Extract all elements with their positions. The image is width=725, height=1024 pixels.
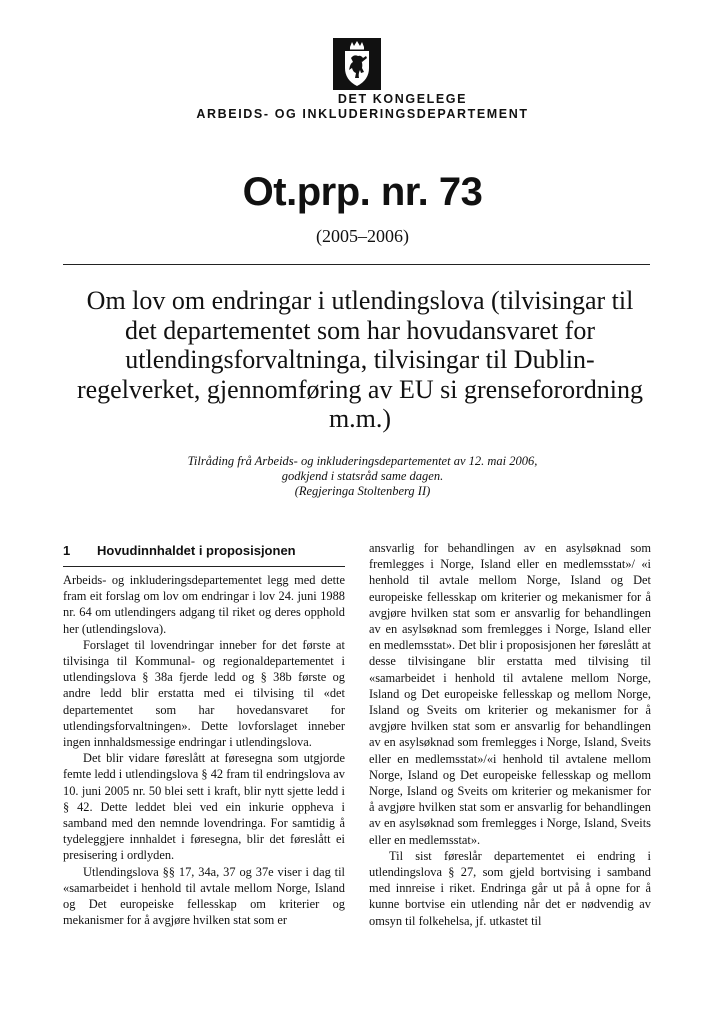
department-line-2: ARBEIDS- OG INKLUDERINGSDEPARTEMENT [196, 107, 529, 121]
paragraph: Arbeids- og inkluderingsdepartementet legg med dette fram eit forslag om lov om endringar i lov 24. juni 1988 nr. 64 om utlendingers adgang til riket og deres opphold her (utlendingslova). [63, 573, 345, 636]
section-title: Hovudinnhaldet i proposisjonen [97, 543, 296, 558]
left-column [63, 572, 345, 928]
document-subject: Om lov om endringar i utlendingslova (tilvisingar til det departementet som har hovudansvaret for utlendingsforvaltninga, tilvisingar til Dublin-regelverket, gjennomføring av EU si grenseforordning m.m.) [76, 286, 644, 433]
department-line-1: DET KONGELEGE [337, 92, 468, 106]
section-divider [63, 566, 345, 567]
tilrading-line-3: (Regjeringa Stoltenberg II) [294, 484, 431, 498]
paragraph: Det blir vidare føreslått at føresegna som utgjorde femte ledd i utlendingslova § 42 fram til endringslova av 10. juni 2005 nr. 50 blei sett i kraft, blir nytt sjette ledd i § 42. Dette leddet blei ved ein inkurie oppheva i samband med den nemnde lovendringa. For samtidig å tydeleggjere innhaldet i føresegna, blir det føreslått ei presisering i ordlyden. [63, 751, 345, 863]
document-title: Ot.prp. nr. 73 [242, 170, 483, 214]
tilrading-line-2: godkjend i statsråd same dagen. [281, 469, 444, 483]
paragraph: Til sist føreslår departementet ei endring i utlendingslova § 27, som gjeld bortvising i samband med innreise i riket. Endringa går ut på å opne for å kunne bortvise ein utlending når det er nødvendig av omsyn til folkehelsa, jf. utkastet til [369, 848, 651, 928]
norwegian-coat-of-arms-icon [333, 38, 381, 90]
paragraph: ansvarlig for behandlingen av en asylsøknad som fremlegges i Norge, Island eller en medlemsstat»/ «i henhold til avtale mellom Norge, Island og Det europeiske fellesskap om kriterier og mekanismer for å avgjøre hvilken stat som er ansvarlig for behandlingen av en asylsøknad som fremlegges i Norge, Island eller en medlemsstat». Det blir i proposisjonen her føreslått at desse tilvisingane blir erstatta med tilvising til «samarbeidet i henhold til avtalene mellom Norge, Island og Det europeiske fellesskap og mellom Norge, Island og Sveits om kriterier og mekanismer for å avgjøre hvilken stat som er ansvarlig for behandlingen av en asylsøknad som fremlegges i Norge, Island, Sveits eller en medlemsstat»/«i henhold til avtalene mellom Norge, Island og Det europeiske fellesskap og mellom Norge, Island og Sveits om kriterier og mekanismer for å avgjøre hvilken stat som er ansvarlig for behandlingen av en asylsøknad som fremlegges i Norge, Island, Sveits eller en medlemsstat». [369, 541, 651, 847]
section-heading [63, 543, 345, 558]
title-divider [63, 264, 650, 265]
paragraph: Forslaget til lovendringar inneber for det første at tilvisinga til Kommunal- og regionaldepartementet i utlendingslova § 38a fjerde ledd og § 38b første og andre ledd blir erstatta med ei tilvising til «det departementet som har hovedansvaret for utlendingsforvaltningen». Dette lovforslaget inneber ingen innhaldsmessige endringar i utlendingslova. [63, 637, 345, 750]
right-column [369, 540, 651, 929]
document-years: (2005–2006) [316, 226, 409, 246]
tilrading-line-1: Tilråding frå Arbeids- og inkluderingsdepartementet av 12. mai 2006, [187, 454, 538, 468]
tilrading-block [100, 454, 625, 499]
paragraph: Utlendingslova §§ 17, 34a, 37 og 37e viser i dag til «samarbeidet i henhold til avtale mellom Norge, Island og Det europeiske fellesskap om kriterier og mekanismer for å avgjøre hvilken stat som er [63, 864, 345, 928]
section-number: 1 [63, 543, 71, 558]
